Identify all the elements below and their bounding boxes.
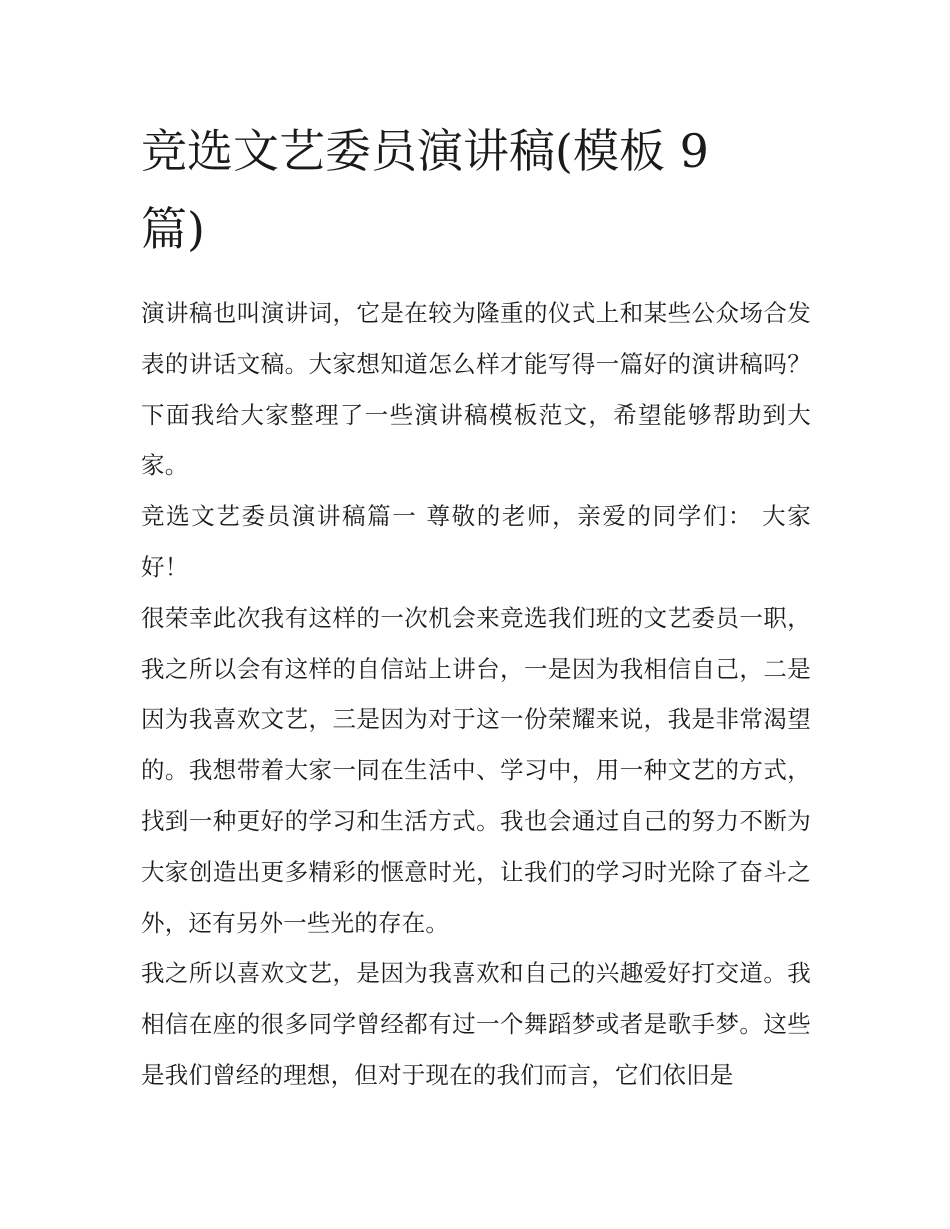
- speech-heading-paragraph: 竞选文艺委员演讲稿篇一 尊敬的老师，亲爱的同学们： 大家好！: [141, 502, 811, 581]
- intro-paragraph: 演讲稿也叫演讲词，它是在较为隆重的仪式上和某些公众场合发表的讲话文稿。大家想知道怎么样才能写得一篇好的演讲稿吗？下面我给大家整理了一些演讲稿模板范文，希望能够帮助到大家。: [141, 299, 811, 480]
- document-page: [141, 112, 811, 1101]
- document-title: 竞选文艺委员演讲稿(模板 9 篇): [141, 124, 709, 256]
- body-paragraph-1: 很荣幸此次我有这样的一次机会来竞选我们班的文艺委员一职，我之所以会有这样的自信站上讲台，一是因为我相信自己，二是因为我喜欢文艺，三是因为对于这一份荣耀来说，我是非常渴望的。我想带着大家一同在生活中、学习中，用一种文艺的方式，找到一种更好的学习和生活方式。我也会通过自己的努力不断为大家创造出更多精彩的惬意时光，让我们的学习时光除了奋斗之外，还有另外一些光的存在。: [141, 603, 811, 937]
- body-paragraph-2: 我之所以喜欢文艺，是因为我喜欢和自己的兴趣爱好打交道。我相信在座的很多同学曾经都有过一个舞蹈梦或者是歌手梦。这些是我们曾经的理想，但对于现在的我们而言，它们依旧是: [141, 959, 811, 1089]
